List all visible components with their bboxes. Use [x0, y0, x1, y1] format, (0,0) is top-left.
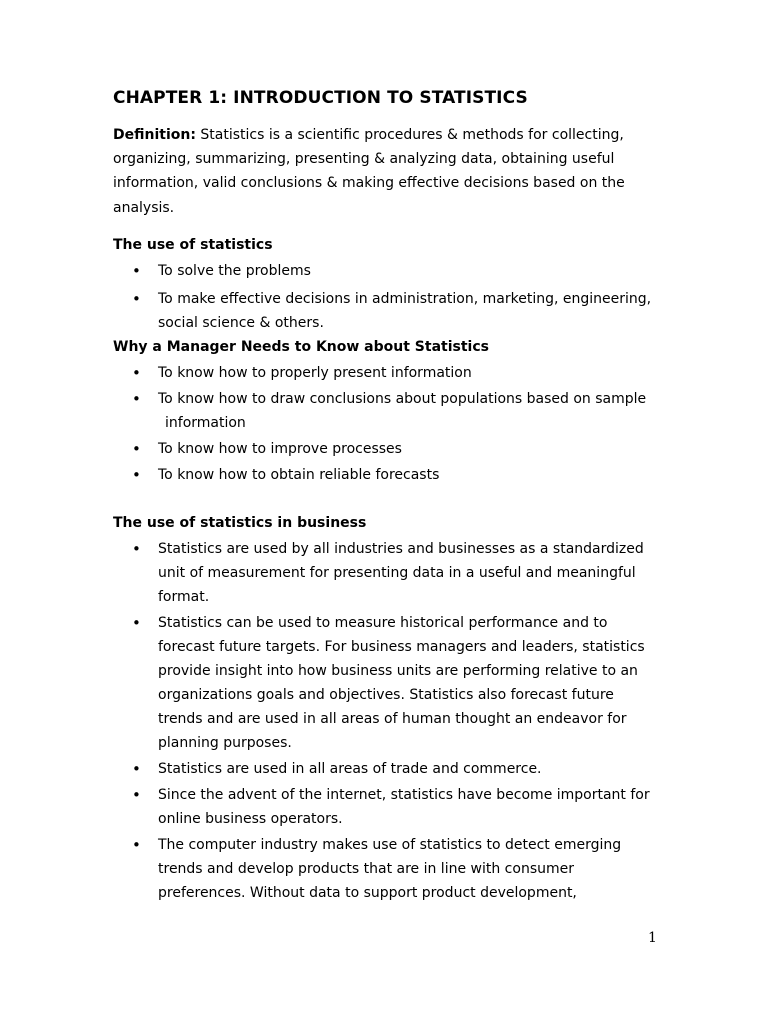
bullet: • — [132, 786, 141, 804]
definition-text: Statistics is a scientific procedures & methods for collecting, organizing, summarizing, presenting & analyzing data, obtaining useful information, valid conclusions & making effective decisions based on the analysis. — [113, 127, 625, 216]
manager-item-1: To know how to properly present information — [158, 365, 472, 381]
business-item-1-line-2: unit of measurement for presenting data in a useful and meaningful — [158, 565, 636, 581]
business-item-5-line-3: preferences. Without data to support product development, — [158, 885, 577, 901]
bullet: • — [132, 760, 141, 778]
business-item-2-line-2: forecast future targets. For business managers and leaders, statistics — [158, 639, 645, 655]
uses-item-1: To solve the problems — [158, 263, 311, 279]
chapter-title: CHAPTER 1: INTRODUCTION TO STATISTICS — [113, 88, 528, 108]
bullet: • — [132, 440, 141, 458]
business-item-2-line-3: provide insight into how business units are performing relative to an — [158, 663, 638, 679]
business-heading: The use of statistics in business — [113, 515, 367, 531]
page-number: 1 — [648, 930, 657, 946]
definition-paragraph — [113, 123, 643, 220]
business-item-5-line-2: trends and develop products that are in line with consumer — [158, 861, 574, 877]
bullet: • — [132, 836, 141, 854]
business-item-1-line-1: Statistics are used by all industries and businesses as a standardized — [158, 541, 644, 557]
bullet: • — [132, 364, 141, 382]
bullet: • — [132, 290, 141, 308]
business-item-2-line-1: Statistics can be used to measure historical performance and to — [158, 615, 608, 631]
bullet: • — [132, 262, 141, 280]
bullet: • — [132, 614, 141, 632]
business-item-4-line-1: Since the advent of the internet, statistics have become important for — [158, 787, 650, 803]
bullet: • — [132, 466, 141, 484]
uses-item-2-line-1: To make effective decisions in administration, marketing, engineering, — [158, 291, 652, 307]
definition-label: Definition: — [113, 127, 196, 143]
business-item-3: Statistics are used in all areas of trade and commerce. — [158, 761, 542, 777]
business-item-2-line-6: planning purposes. — [158, 735, 292, 751]
uses-heading: The use of statistics — [113, 237, 273, 253]
business-item-2-line-5: trends and are used in all areas of human thought an endeavor for — [158, 711, 627, 727]
manager-item-2-line-1: To know how to draw conclusions about populations based on sample — [158, 391, 647, 407]
bullet: • — [132, 390, 141, 408]
uses-item-2-line-2: social science & others. — [158, 315, 324, 331]
business-item-2-line-4: organizations goals and objectives. Statistics also forecast future — [158, 687, 614, 703]
manager-item-4: To know how to obtain reliable forecasts — [158, 467, 440, 483]
manager-item-2-line-2: information — [165, 415, 246, 431]
manager-item-3: To know how to improve processes — [158, 441, 402, 457]
bullet: • — [132, 540, 141, 558]
manager-heading: Why a Manager Needs to Know about Statistics — [113, 339, 489, 355]
business-item-4-line-2: online business operators. — [158, 811, 343, 827]
business-item-1-line-3: format. — [158, 589, 210, 605]
business-item-5-line-1: The computer industry makes use of statistics to detect emerging — [158, 837, 622, 853]
